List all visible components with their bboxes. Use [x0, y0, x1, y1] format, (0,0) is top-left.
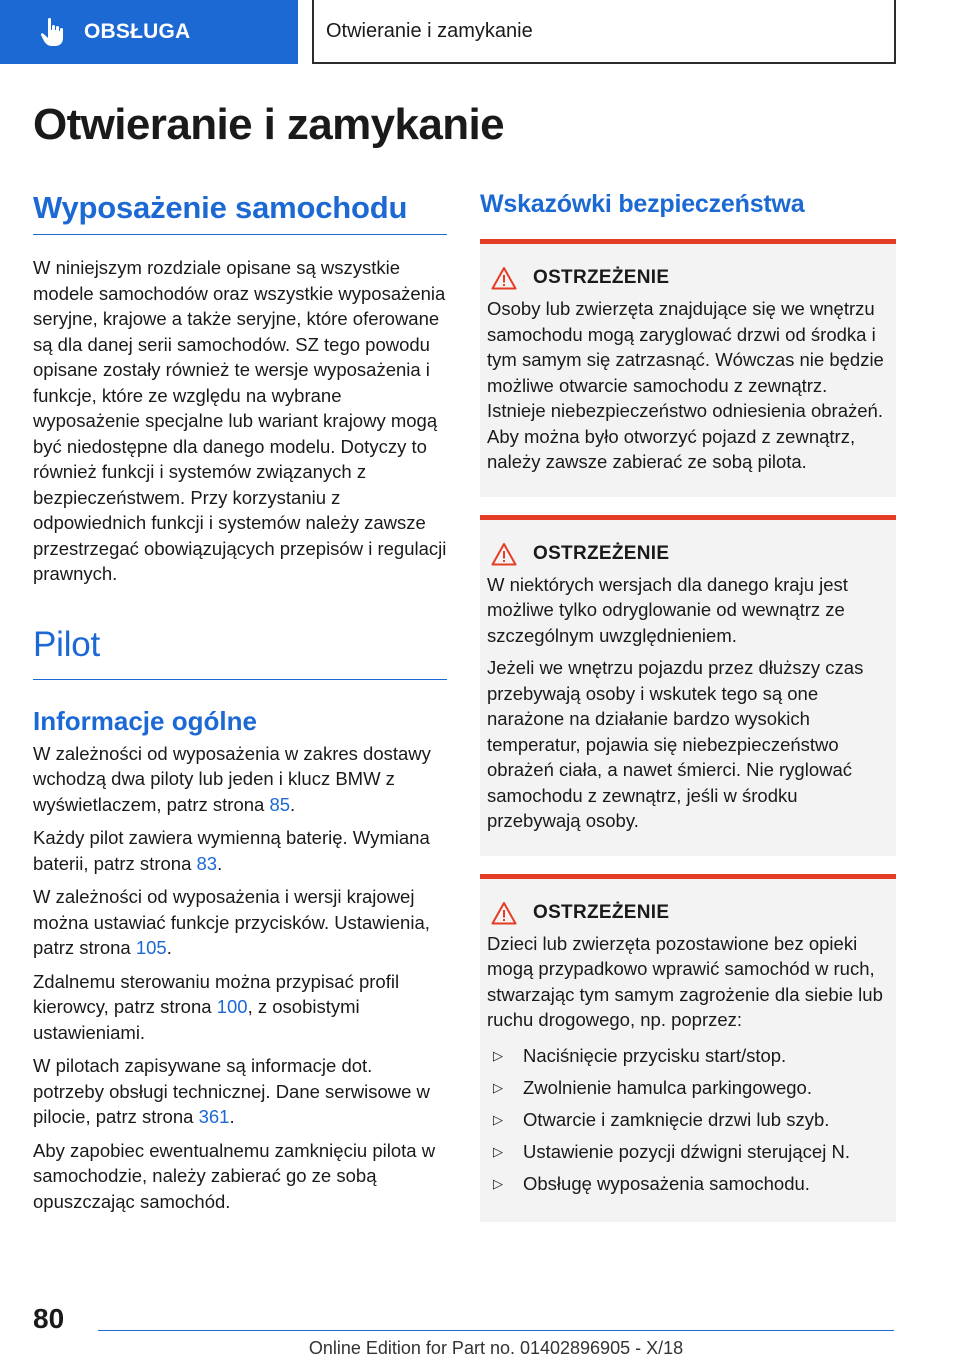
- safety-heading: Wskazówki bezpieczeństwa: [480, 190, 805, 218]
- bullet-triangle-icon: ▷: [493, 1047, 503, 1063]
- warning-header: [487, 901, 888, 925]
- paragraph-tail: .: [290, 793, 296, 815]
- warning-box: [480, 874, 896, 1222]
- warning-text: Jeżeli we wnętrzu pojazdu przez dłuższy czas przebywają osoby i wskutek tego są one narażone na działanie bardzo wysokich temperatur, pojawia się niebezpieczeństwo obrażeń ciała, a nawet śmierci. Nie ryglować samochodu z zewnątrz, jeśli w środku przebywają osoby.: [487, 657, 864, 831]
- paragraph-tail: .: [217, 852, 223, 874]
- page-number: 80: [33, 1303, 65, 1334]
- chapter-label: Otwieranie i zamykanie: [326, 19, 533, 42]
- warning-text: Dzieci lub zwierzęta pozostawione bez opieki mogą przypadkowo wprawić samochód w ruch, stwarzając tym samym zagrożenie dla siebie lub ruchu drogowego, np. poprzez:: [487, 932, 883, 1030]
- warning-header: [487, 266, 888, 290]
- pilot-paragraph: [33, 741, 447, 818]
- paragraph-text: Aby zapobiec ewentualnemu zamknięciu pilota w samochodzie, należy zabierać go ze sobą opuszczając samochód.: [33, 1139, 436, 1212]
- warning-text: Osoby lub zwierzęta znajdujące się we wnętrzu samochodu mogą zaryglować drzwi od środka i tym samym się zatrzasnąć. Wówczas nie będzie możliwe otwarcie samochodu z zewnątrz. Istnieje niebezpieczeństwo odniesienia obrażeń. Aby można było otworzyć pojazd z zewnątrz, należy zawsze zabierać ze sobą pilota.: [487, 298, 884, 472]
- warning-list: [487, 1040, 888, 1200]
- warning-title: OSTRZEŻENIE: [533, 901, 670, 923]
- list-item-text: Naciśnięcie przycisku start/stop.: [523, 1044, 787, 1066]
- bullet-triangle-icon: ▷: [493, 1143, 503, 1159]
- bullet-triangle-icon: ▷: [493, 1079, 503, 1095]
- chapter-breadcrumb: [312, 0, 896, 64]
- equipment-body: W niniejszym rozdziale opisane są wszystkie modele samochodów oraz wszystkie wyposażenia seryjne, krajowe a także seryjne, które oferowane są dla danej serii samochodów. SZ tego powodu opisane zostały również te wersje wyposażenia i funkcje, które ze względu na wybrane wyposażenie specjalne lub wariant krajowy mogą być niedostępne dla danego modelu. Dotyczy to również funkcji i systemów związanych z bezpieczeństwem. Przy korzystaniu z odpowiednich funkcji i systemów należy zawsze przestrzegać obowiązujących przepisów i regulacji prawnych.: [33, 257, 447, 584]
- paragraph-tail: .: [166, 937, 172, 958]
- pilot-paragraph: [33, 884, 447, 961]
- list-item-text: Ustawienie pozycji dźwigni sterującej N.: [523, 1140, 850, 1162]
- bullet-triangle-icon: ▷: [493, 1111, 503, 1127]
- paragraph-text: Zdalnemu sterowaniu można przypisać profil kierowcy, patrz strona: [33, 970, 400, 1017]
- warning-triangle-icon: [491, 266, 517, 290]
- hand-pointer-icon: [40, 17, 66, 47]
- list-item-text: Obsługę wyposażenia samochodu.: [523, 1172, 810, 1194]
- warning-box: [480, 239, 896, 497]
- list-item: [487, 1136, 888, 1168]
- list-item: [487, 1104, 888, 1136]
- pilot-paragraph: [33, 825, 447, 876]
- section-tab-label: OBSŁUGA: [84, 20, 191, 43]
- list-item: [487, 1072, 888, 1104]
- edition-footer: Online Edition for Part no. 01402896905 - X/18: [308, 1338, 684, 1358]
- footer-divider: [98, 1330, 894, 1331]
- page-title: Otwieranie i zamykanie: [33, 100, 505, 149]
- page-link[interactable]: 361: [198, 1106, 230, 1127]
- general-info-heading: Informacje ogólne: [33, 705, 257, 736]
- warning-header: [487, 542, 888, 566]
- pilot-paragraph: [33, 1053, 447, 1130]
- page-link[interactable]: 85: [269, 793, 291, 815]
- warning-triangle-icon: [491, 901, 517, 925]
- section-tab-obsluga[interactable]: [0, 0, 298, 64]
- page-link[interactable]: 100: [216, 996, 248, 1017]
- page-link[interactable]: 105: [135, 937, 167, 958]
- equipment-heading: Wyposażenie samochodu: [33, 190, 447, 235]
- paragraph-text: W zależności od wyposażenia i wersji krajowej można ustawiać funkcje przycisków. Ustawienia, patrz strona: [33, 886, 430, 958]
- list-item: [487, 1040, 888, 1072]
- warning-title: OSTRZEŻENIE: [533, 542, 670, 564]
- list-item: [487, 1168, 888, 1200]
- left-column: [33, 190, 447, 1222]
- paragraph-tail: , z osobistymi ustawieniami.: [33, 996, 360, 1043]
- pilot-paragraph: [33, 969, 447, 1046]
- right-column: [480, 190, 896, 1222]
- pilot-heading: Pilot: [33, 625, 447, 680]
- paragraph-text: Każdy pilot zawiera wymienną baterię. Wymiana baterii, patrz strona: [33, 827, 430, 874]
- paragraph-text: W pilotach zapisywane są informacje dot. potrzeby obsługi technicznej. Dane serwisowe w pilocie, patrz strona: [33, 1055, 430, 1127]
- list-item-text: Zwolnienie hamulca parkingowego.: [523, 1076, 812, 1098]
- warning-triangle-icon: [491, 542, 517, 566]
- pilot-paragraph: [33, 1138, 447, 1215]
- list-item-text: Otwarcie i zamknięcie drzwi lub szyb.: [523, 1108, 830, 1130]
- warning-box: [480, 515, 896, 856]
- page-link[interactable]: 83: [196, 852, 218, 874]
- bullet-triangle-icon: ▷: [493, 1175, 503, 1191]
- warning-title: OSTRZEŻENIE: [533, 267, 670, 288]
- warning-text: W niektórych wersjach dla danego kraju jest możliwe tylko odryglowanie od wewnątrz ze szczególnym uwzględnieniem.: [487, 573, 848, 646]
- paragraph-tail: .: [229, 1106, 235, 1127]
- paragraph-text: W zależności od wyposażenia w zakres dostawy wchodzą dwa piloty lub jeden i klucz BMW z wyświetlaczem, patrz strona: [33, 742, 431, 815]
